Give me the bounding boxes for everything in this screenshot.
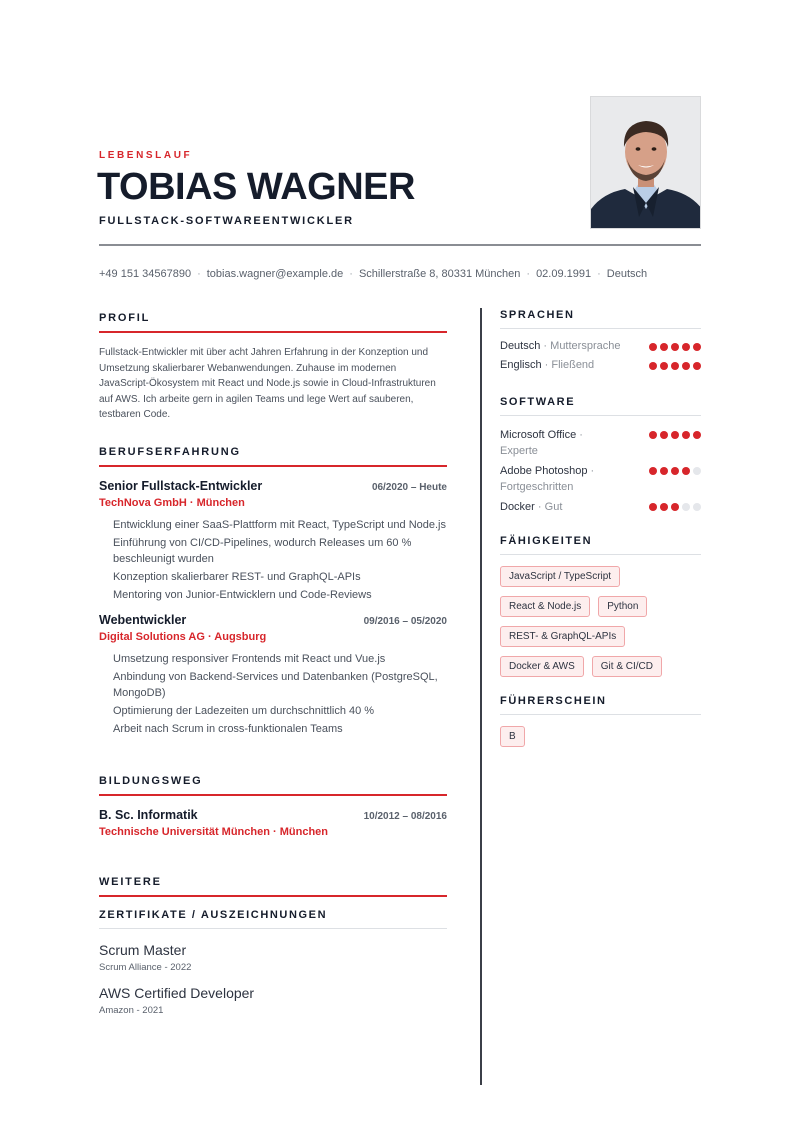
software-item xyxy=(500,463,701,495)
list-item: Mentoring von Junior-Entwicklern und Code-Reviews xyxy=(113,588,372,601)
rating-dots xyxy=(649,463,701,475)
section-title-education: BILDUNGSWEG xyxy=(99,775,447,796)
job-title: Webentwickler xyxy=(99,612,187,627)
rating-dot-filled xyxy=(649,503,657,511)
rating-dot-filled xyxy=(682,467,690,475)
skill-tag: Python xyxy=(598,596,647,617)
rating-dot-filled xyxy=(693,362,701,370)
software-item xyxy=(500,427,701,459)
degree-title: B. Sc. Informatik xyxy=(99,807,198,822)
certificate-name: AWS Certified Developer xyxy=(99,984,255,1001)
education-entry xyxy=(99,808,447,838)
section-title-software: SOFTWARE xyxy=(500,396,701,416)
certificate-meta: Amazon - 2021 xyxy=(99,1004,164,1016)
list-item: Konzeption skalierbarer REST- und GraphQL-APIs xyxy=(113,570,361,583)
section-title-profile: PROFIL xyxy=(99,312,447,333)
contact-line xyxy=(99,268,647,280)
rating-dot-filled xyxy=(693,431,701,439)
profile-photo xyxy=(590,96,701,229)
job-entry xyxy=(99,479,447,603)
rating-dot-filled xyxy=(649,467,657,475)
section-title-skills: FÄHIGKEITEN xyxy=(500,535,701,555)
job-date: 06/2020 – Heute xyxy=(371,481,447,493)
main-column xyxy=(99,312,447,1016)
rating-dot-filled xyxy=(671,467,679,475)
certificates-subtitle: ZERTIFIKATE / AUSZEICHNUNGEN xyxy=(99,909,447,929)
rating-dot-filled xyxy=(682,362,690,370)
rating-dot-empty xyxy=(693,467,701,475)
contact-birthdate: 02.09.1991 xyxy=(536,268,592,280)
software-item xyxy=(500,499,701,515)
job-duties xyxy=(99,517,447,603)
certificate-name: Scrum Master xyxy=(99,941,187,958)
software-name: Adobe Photoshop xyxy=(500,465,588,477)
education-date: 10/2012 – 08/2016 xyxy=(363,810,447,822)
rating-dot-filled xyxy=(671,343,679,351)
rating-dot-filled xyxy=(671,503,679,511)
list-item: Optimierung der Ladezeiten um durchschnittlich 40 % xyxy=(113,704,375,717)
list-item: Umsetzung responsiver Frontends mit React und Vue.js xyxy=(113,652,386,665)
software-level: Fortgeschritten xyxy=(500,481,574,493)
list-item: Anbindung von Backend-Services und Datenbanken (PostgreSQL, MongoDB) xyxy=(113,670,438,699)
language-level: Fließend xyxy=(551,359,595,371)
license-tags xyxy=(500,726,701,747)
rating-dot-filled xyxy=(649,343,657,351)
contact-phone: +49 151 34567890 xyxy=(99,268,192,280)
software-level: Experte xyxy=(500,445,538,457)
skill-tag: Git & CI/CD xyxy=(592,656,662,677)
skill-tag: Docker & AWS xyxy=(500,656,584,677)
rating-dot-filled xyxy=(660,503,668,511)
rating-dot-filled xyxy=(649,362,657,370)
sidebar-software xyxy=(500,396,701,515)
profile-text: Fullstack-Entwickler mit über acht Jahren Erfahrung in der Konzeption und Umsetzung skalierbarer Webanwendungen. Zuhause im modernen JavaScript-Ökosystem mit React und Node.js sowie in Cloud-Infrastrukturen auf AWS. Ich arbeite gern in agilen Teams und lege Wert auf sauberen, testbaren Code. xyxy=(99,347,436,421)
contact-email: tobias.wagner@example.de xyxy=(206,268,344,280)
job-company: Digital Solutions AG · Augsburg xyxy=(99,630,267,643)
list-item: Entwicklung einer SaaS-Plattform mit React, TypeScript und Node.js xyxy=(113,518,447,531)
contact-nationality: Deutsch xyxy=(606,268,648,280)
contact-separator: · xyxy=(597,268,601,280)
document-eyebrow: LEBENSLAUF xyxy=(99,150,193,161)
rating-dot-filled xyxy=(682,343,690,351)
certificate-meta: Scrum Alliance - 2022 xyxy=(99,961,192,973)
sidebar-languages xyxy=(500,309,701,371)
rating-dot-filled xyxy=(649,431,657,439)
level-separator: · xyxy=(543,340,548,352)
school-name: Technische Universität München · München xyxy=(99,825,328,838)
rating-dots xyxy=(649,359,701,370)
skill-tags xyxy=(500,566,680,677)
language-name: Deutsch xyxy=(500,340,541,352)
contact-separator: · xyxy=(526,268,531,280)
language-level: Muttersprache xyxy=(550,340,621,352)
portrait-image xyxy=(591,97,701,229)
rating-dot-empty xyxy=(682,503,690,511)
rating-dot-empty xyxy=(693,503,701,511)
header-divider xyxy=(99,244,701,246)
software-name: Microsoft Office xyxy=(500,429,577,441)
job-entry xyxy=(99,613,447,737)
section-title-experience: BERUFSERFAHRUNG xyxy=(99,446,447,467)
level-separator: · xyxy=(544,359,549,371)
language-item xyxy=(500,359,701,371)
rating-dots xyxy=(649,340,701,351)
skill-tag: REST- & GraphQL-APIs xyxy=(500,626,625,647)
rating-dots xyxy=(649,427,701,439)
column-divider xyxy=(480,308,482,1085)
level-separator: · xyxy=(537,501,542,513)
license-tag: B xyxy=(500,726,525,747)
rating-dot-filled xyxy=(660,362,668,370)
rating-dot-filled xyxy=(660,343,668,351)
sidebar-license xyxy=(500,695,701,747)
rating-dots xyxy=(649,499,701,511)
language-name: Englisch xyxy=(500,359,542,371)
section-title-further: WEITERE xyxy=(99,876,447,897)
rating-dot-filled xyxy=(682,431,690,439)
skill-tag: React & Node.js xyxy=(500,596,590,617)
job-date: 09/2016 – 05/2020 xyxy=(363,615,447,627)
job-role: FULLSTACK-SOFTWAREENTWICKLER xyxy=(99,215,354,227)
software-name: Docker xyxy=(500,501,535,513)
rating-dot-filled xyxy=(660,431,668,439)
section-title-languages: SPRACHEN xyxy=(500,309,701,329)
sidebar-skills xyxy=(500,535,701,677)
rating-dot-filled xyxy=(671,362,679,370)
contact-address: Schillerstraße 8, 80331 München xyxy=(358,268,521,280)
job-title: Senior Fullstack-Entwickler xyxy=(99,478,263,493)
list-item: Arbeit nach Scrum in cross-funktionalen Teams xyxy=(113,722,343,735)
skill-tag: JavaScript / TypeScript xyxy=(500,566,620,587)
certificate-entry xyxy=(99,985,447,1016)
level-separator: · xyxy=(590,465,595,477)
rating-dot-filled xyxy=(693,343,701,351)
list-item: Einführung von CI/CD-Pipelines, wodurch Releases um 60 % beschleunigt wurden xyxy=(113,536,412,565)
contact-separator: · xyxy=(349,268,353,280)
section-title-license: FÜHRERSCHEIN xyxy=(500,695,701,715)
person-name: TOBIAS WAGNER xyxy=(97,166,415,208)
software-level: Gut xyxy=(544,501,563,513)
language-item xyxy=(500,340,701,352)
job-duties xyxy=(99,651,447,737)
certificate-entry xyxy=(99,942,447,973)
rating-dot-filled xyxy=(660,467,668,475)
rating-dot-filled xyxy=(671,431,679,439)
level-separator: · xyxy=(579,429,583,441)
job-company: TechNova GmbH · München xyxy=(99,496,245,509)
contact-separator: · xyxy=(197,268,201,280)
